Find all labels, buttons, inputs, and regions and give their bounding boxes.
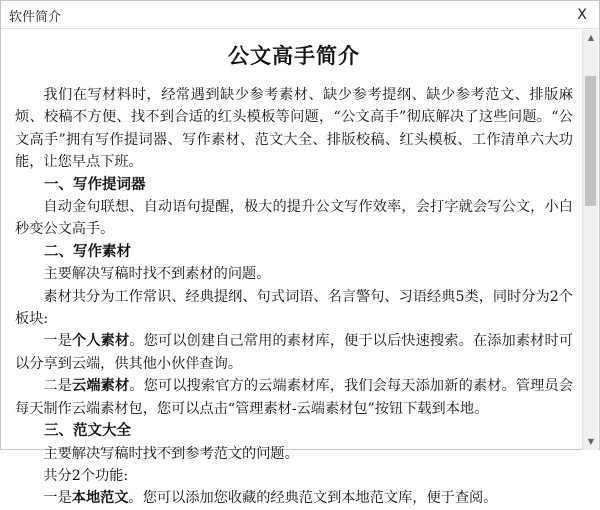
section-2-item-1 — [15, 330, 573, 375]
item-text: 。您可以搜索官方的云端素材库，我们会每天添加新的素材。管理员会每天制作云端素材包，您可以点击“管理素材-云端素材包”按钮下载到本地。 — [15, 378, 573, 417]
scroll-up-icon[interactable]: ▲ — [587, 33, 595, 42]
close-button[interactable]: X — [577, 7, 587, 23]
section-3-heading: 三、范文大全 — [44, 422, 131, 440]
item-keyword: 个人素材 — [72, 333, 130, 350]
item-prefix: 二是 — [43, 378, 73, 395]
vertical-scrollbar[interactable] — [582, 30, 598, 450]
scroll-down-icon[interactable]: ▼ — [587, 437, 595, 446]
section-2-text-1: 主要解决写稿时找不到素材的问题。 — [43, 266, 271, 283]
item-keyword: 云端素材 — [72, 378, 130, 395]
document-title: 公文高手简介 — [228, 43, 360, 68]
item-prefix: 一是 — [43, 333, 73, 350]
section-2-heading: 二、写作素材 — [44, 242, 131, 260]
scrollbar-thumb[interactable] — [585, 76, 596, 206]
intro-paragraph: 我们在写材料时，经常遇到缺少参考素材、缺少参考提纲、缺少参考范文、排版麻烦、校稿不方便、找不到合适的红头模板等问题，“公文高手”彻底解决了这些问题。“公文高手”拥有写作提词器、写作素材、范文大全、排版校稿、红头模板、工作清单六大功能，让您早点下班。 — [15, 87, 573, 171]
item-keyword: 本地范文 — [71, 490, 129, 507]
intro-content — [1, 30, 583, 507]
window-title: 软件简介 — [9, 10, 62, 25]
section-3-text-2: 共分2个功能: — [43, 467, 129, 484]
section-2-text-2: 素材共分为工作常识、经典提纲、句式词语、名言警句、习语经典5类，同时分为2个板块: — [15, 288, 573, 328]
section-3-text-1: 主要解决写稿时找不到参考范文的问题。 — [43, 445, 299, 462]
item-text: 。您可以添加您收藏的经典范文到本地范文库，便于查阅。 — [128, 490, 498, 507]
section-1-text: 自动金句联想、自动语句提醒，极大的提升公文写作效率，会打字就会写公文，小白秒变公文高手。 — [15, 199, 573, 238]
title-bar — [1, 1, 599, 29]
item-text: 。您可以创建自己常用的素材库，便于以后快速搜索。在添加素材时可以分享到云端，供其他小伙伴查询。 — [15, 333, 573, 372]
section-2-item-2 — [15, 375, 573, 420]
item-prefix: 一是 — [43, 490, 72, 507]
section-3-item-1 — [15, 487, 573, 509]
section-1-heading: 一、写作提词器 — [44, 175, 146, 193]
